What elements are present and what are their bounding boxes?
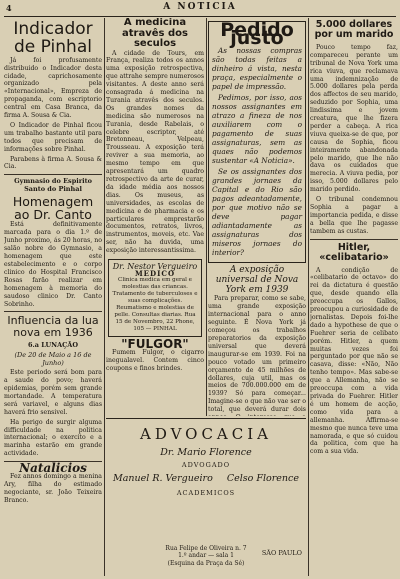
page-header [4, 2, 396, 17]
advocacia-advertisement [106, 418, 306, 577]
headline-medicina: A medicina atravês dos seculos [122, 18, 188, 49]
article-paragraph: Está definitivamente marcada para o dia 1.º de Junho proximo, ás 20 horas, no salão nobre do Gymnasio, a homenagem que este estabelecimento e o corpo clinico do Hospital Francisco Rosas farão realizar em homenagem à memoria do saudoso clinico Dr. Canto Sobrinho. [4, 221, 102, 308]
headline-pedido-justo: Pedido justo [220, 19, 294, 49]
column-1 [4, 18, 102, 576]
article-paragraph: Se os assignantes dos grandes jornaes da Capital e do Rio são pagos adeantadamente, por que motivo não se deve pagar adiantadamente as assignaturas dos miseros jornaes do interior? [212, 166, 302, 257]
headline-exposicao: A exposição universal de Nova York em 1939 [215, 264, 299, 295]
headline-dollares: 5.000 dollares por um marido [314, 19, 394, 41]
article-paragraph: A cidade de Tours, em França, realiza todos os annos uma exposição retrospectiva, que attrahe sempre numerosos visitantes. A deste anno será consagrada á medicina na Turania atravês dos seculos. Os grandes nomes da medicina são numerosos na Turania, desde Rabelais, o celebre escriptor, até Bretonneau, Velpeau, Trousseau. A exposição terá reviver a sua memoria, ao mesmo tempo em que apresentará um quadro retrospectivo da arte de curar, da idade média aos nossos dias. Os museus, as universidades, as escolas de medicina e de pharmacia e os particulares emprestarão documentos, retratos, livros, instrumentos, moveis, etc. Vae ser, não ha duvida, uma exposição interessantissima. [106, 49, 204, 255]
article-paragraph: Pouco tempo faz, compareceu perante um tribunal de Nova York uma rica viuva, que reclamava uma indemnização de 5.000 dollares pela perda dos affectos de seu marido, seduzido por Sophia, uma lindissima e jovem creatura, que lhe fizera perder a cabeça. A rica viuva queixa-se de que, por causa de Sophia, ficou inteiramente abandonada pelo marido, que lhe não dava os cuidados que merecia. A viuva pedia, por isso, 5.000 dollares pelo marido perdido. [310, 43, 398, 194]
ad-doctor-role: MEDICO [134, 269, 176, 279]
column-rule [206, 18, 207, 416]
advocacia-academic-1: Manuel R. Vergueiro [113, 473, 213, 484]
page-number: 4 [6, 3, 14, 13]
advocacia-address-line: (Esquina da Praça da Sé) [167, 559, 245, 567]
headline-indicador: Indicador de Pinhal [13, 19, 93, 57]
article-paragraph: A condição de «celibatario de octavo» do rei da dictatura é questão que, desde quando ella preoccupa os Gallos, preocupou a curiosidade de jornalistas. Depois foi-lhe dado a hypothese de que o Fuehrer seria de celibato porém. Hitler, a quem muitas vezes foi perguntado por que não se casava, disse: «Não, Não tenho tempo». Mas sabe-se que a Allemanha, não se preoccupa com a vida privada do Fuehrer. Hitler é um homem de acção, como vida para a allemanha. Affirma-se mesmo que nunca teve uma namorada, e que só cuidou da politica, com que ha com a sua vida. [310, 266, 398, 456]
article-paragraph: Parabens à firma A. Sousa & Cia. [4, 155, 102, 171]
pedido-justo-box [208, 21, 306, 263]
column-4 [310, 18, 398, 576]
headline-hitler: Hitler, «celibatario» [319, 241, 389, 264]
advocacia-title: ADVOCACIA [139, 425, 272, 443]
subheadline-gymnasio: Gymnasio do Espirito Santo do Pinhal [14, 177, 92, 194]
article-paragraph: Ha perigo de surgir alguma difficuldade na politica internacional; o exercito e a marinha estarão em grande actividade. [4, 418, 102, 458]
article-paragraph: As nossas compras são todas feitas a dinheiro á vista, nesta praça, especialmente o papel de impressão. [212, 45, 302, 91]
ad-doctor-name: Dr. Nestor Vergueiro [112, 262, 198, 272]
column-rule [104, 18, 105, 576]
fulgor-ad-text: Fumem Fulgor, o cigarro inegualavel. Contem cinco coupons e finos brindes. [106, 348, 204, 372]
advocacia-lawyer-name: Dr. Mario Florence [160, 447, 252, 458]
article-paragraph: Fez annos domingo a menina Ary, filha do estimado negociante, sr. João Teixeira Branco. [4, 473, 102, 504]
column-3 [208, 18, 306, 416]
advocacia-address-line: 1.º andar — sala 1 [178, 552, 234, 559]
advocacia-academics-role: ACADEMICOS [176, 489, 236, 497]
advocacia-academic-2: Celso Florence [226, 473, 299, 484]
subheadline-lunacao: 6.a LUNAÇÃO [27, 340, 78, 349]
ad-doctor-body: Clinica medica em geral e molestias das criancas. Tratamento de tuberculoses e suas complicações. Reumatismo e molestias de pelle. Consultas diarias. Rua 15 de Novembro, 22 Phone, 105 — PINHAL [112, 277, 198, 333]
article-paragraph: O tribunal condemnou Sophia a pagar a importancia pedida, e disse a bella que lhe pagasse tambem as custas. [310, 196, 398, 235]
column-rule [308, 18, 309, 576]
section-divider [4, 311, 102, 312]
article-paragraph: Para preparar, como se sabe, uma grande exposição internacional para o anno seguinte. É Nova York já começou os trabalhos preparatorios da exposição universal que deverá inaugurar-se em 1939. Foi na pouco votado um primeiro orçamento de 45 milhões de dollares, cuja util, mas os meios de 700.000.000 em de 1939? Só para começar... Imagine-se o que não vae ser o total, que deverá durar dois [208, 295, 306, 414]
section-divider [4, 174, 102, 175]
column-2 [106, 18, 204, 416]
masthead-title: A NOTICIA [163, 2, 237, 12]
doctor-advertisement [108, 259, 202, 337]
headline-homenagem: Homenagem ao Dr. Canto [12, 194, 94, 223]
advocacia-address-line: Rua Felipe de Oliveira n. 7 [165, 544, 247, 552]
advocacia-lawyer-role: ADVOGADO [181, 461, 231, 469]
advocacia-academics [106, 473, 306, 484]
article-paragraph: O Indicador de Pinhal ficou um trabalho bastante util para todos que precisam de informações sobre Pinhal. [4, 121, 102, 153]
fulgor-ad-title: "FULGOR" [121, 337, 189, 352]
lunacao-dates: (De 20 de Maio a 16 de Junho) [14, 351, 92, 368]
advocacia-city: SÃO PAULO [261, 549, 302, 557]
article-paragraph: Este periodo será bom para a saude do povo; haverá epidemias, porém sem grande mortandade. A temperatura será variavel, e alguns dias haverá frio sensivel. [4, 369, 102, 416]
headline-lua-nova: Influencia da lua nova em 1936 [7, 314, 99, 339]
advocacia-address [106, 545, 306, 568]
section-divider [310, 239, 398, 240]
article-paragraph: Já foi profusamente distribuido o Indicador desta cidade, caprichosamente organizado pela «Internacional», Empreza de propaganda, com escriptorio central em Casa Branca, da firma A. Sousa & Cia. [4, 56, 102, 120]
headline-natalicios: Natalicios [19, 461, 87, 476]
article-paragraph: Pedimos, por isso, aos nossos assignantes em atrazo a fineza de nos auxiliarem com o pagamento de suas assignaturas, sem as quaes não podemos sustentar «A Noticia». [212, 92, 302, 165]
